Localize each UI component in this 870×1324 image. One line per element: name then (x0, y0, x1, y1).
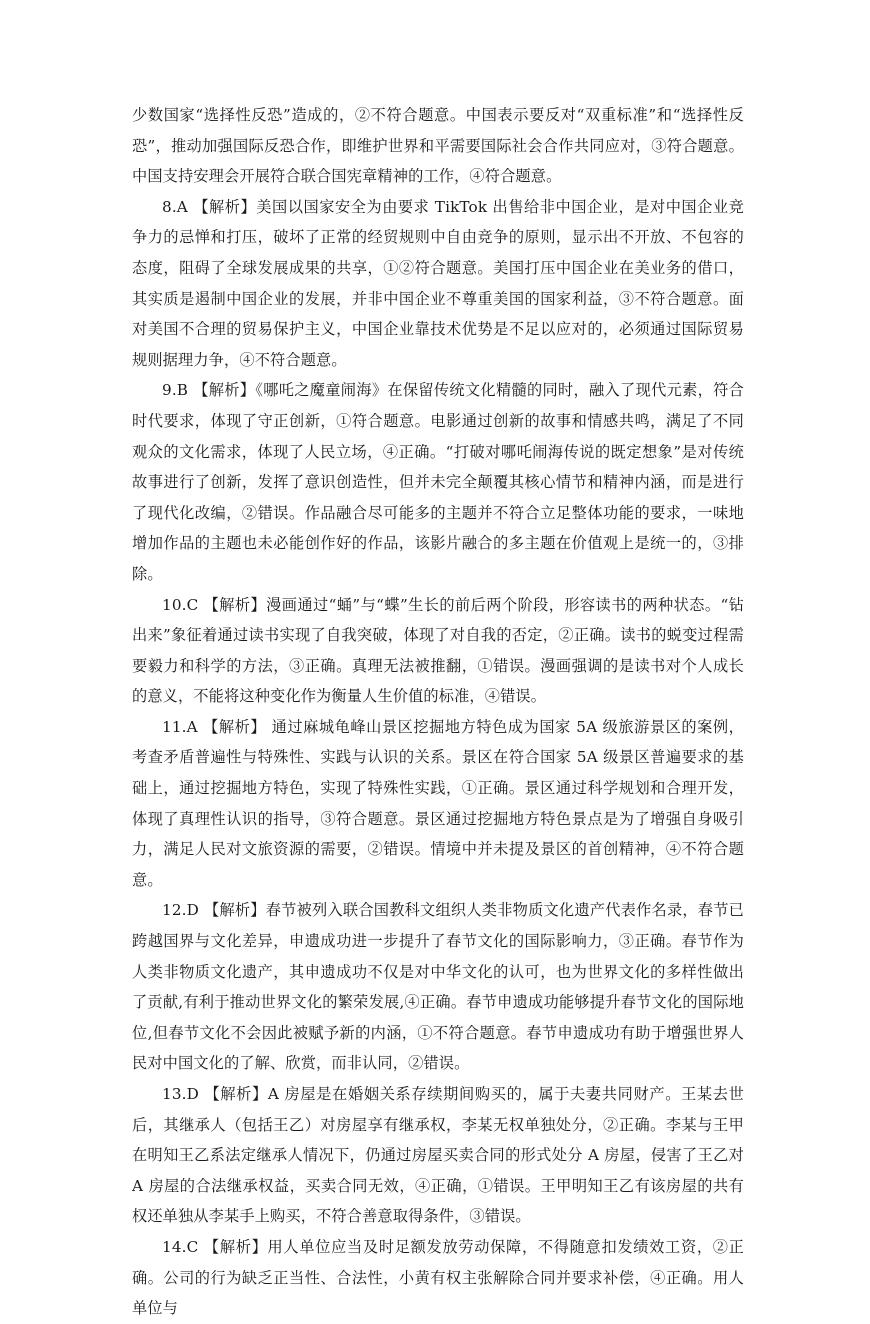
paragraph-text: 漫画通过“蛹”与“蝶”生长的前后两个阶段，形容读书的两种状态。“钻出来”象征着通过读书实现了自我突破，体现了对自我的否定，②正确。读书的蜕变过程需要毅力和科学的方法，③正确。真理无法被推翻，①错误。漫画强调的是读书对个人成长的意义，不能将这种变化作为衡量人生价值的标准，④错误。 (132, 595, 744, 706)
answer-item-11 (132, 712, 744, 896)
paragraph-text: 美国以国家安全为由要求 TikTok 出售给非中国企业，是对中国企业竞争力的忌惮和打压，破坏了正常的经贸规则中自由竞争的原则，显示出不开放、不包容的态度，阻碍了全球发展成果的共享，①②符合题意。美国打压中国企业在美业务的借口，其实质是遏制中国企业的发展，并非中国企业不尊重美国的国家利益，③不符合题意。面对美国不合理的贸易保护主义，中国企业靠技术优势是不足以应对的，必须通过国际贸易规则据理力争，④不符合题意。 (132, 197, 744, 369)
answer-number: 8.A (162, 197, 188, 216)
answer-item-8 (132, 192, 744, 376)
answer-item-12 (132, 895, 744, 1079)
analysis-tag: 【解析】 (203, 595, 267, 614)
analysis-tag: 【解析】 (204, 1085, 268, 1103)
answer-item-13 (132, 1079, 744, 1232)
paragraph-continuation (132, 100, 744, 192)
answer-number: 10.C (162, 595, 199, 614)
analysis-tag: 【解析】 (193, 381, 256, 400)
answer-number: 12.D (162, 901, 199, 920)
answer-item-10 (132, 590, 744, 712)
analysis-tag: 【解析】 (193, 197, 257, 216)
paragraph-text: 《哪吒之魔童闹海》在保留传统文化精髓的同时，融入了现代元素，符合时代要求，体现了守正创新，①符合题意。电影通过创新的故事和情感共鸣，满足了不同观众的文化需求，体现了人民立场，④正确。“打破对哪吒闹海传说的既定想象”是对传统故事进行了创新，发挥了意识创造性，但并未完全颠覆其核心情节和精神内涵，而是进行了现代化改编，②错误。作品融合尽可能多的主题并不符合立足整体功能的要求，一味地增加作品的主题也未必能创作好的作品，该影片融合的多主题在价值观上是统一的，③排除。 (132, 381, 744, 583)
paragraph-text: 通过麻城龟峰山景区挖掘地方特色成为国家 5A 级旅游景区的案例，考查矛盾普遍性与特殊性、实践与认识的关系。景区在符合国家 5A 级景区普遍要求的基础上，通过挖掘地方特色，实现了特殊性实践，①正确。景区通过科学规划和合理开发，体现了真理性认识的指导，③符合题意。景区通过挖掘地方特色景点是为了增强自身吸引力，满足人民对文旅资源的需要，②错误。情境中并未提及景区的首创精神，④不符合题意。 (132, 717, 744, 889)
answer-number: 11.A (162, 717, 198, 736)
answer-item-14 (132, 1232, 744, 1324)
analysis-tag: 【解析】 (203, 1237, 268, 1256)
answer-number: 14.C (162, 1237, 199, 1256)
paragraph-text: 用人单位应当及时足额发放劳动保障，不得随意扣发绩效工资，②正确。公司的行为缺乏正当性、合法性，小黄有权主张解除合同并要求补偿，④正确。用人单位与 (132, 1237, 744, 1318)
answer-number: 13.D (162, 1085, 199, 1103)
paragraph-text: 春节被列入联合国教科文组织人类非物质文化遗产代表作名录，春节已跨越国界与文化差异，申遗成功进一步提升了春节文化的国际影响力，③正确。春节作为人类非物质文化遗产，其申遗成功不仅是对中华文化的认可，也为世界文化的多样性做出了贡献,有利于推动世界文化的繁荣发展,④正确。春节申遗成功能够提升春节文化的国际地位,但春节文化不会因此被赋予新的内涵，①不符合题意。春节申遗成功有助于增强世界人民对中国文化的了解、欣赏，而非认同，②错误。 (132, 901, 744, 1073)
analysis-tag: 【解析】 (204, 901, 266, 920)
answer-item-9 (132, 375, 744, 589)
answer-number: 9.B (162, 381, 189, 400)
document-page (132, 100, 744, 1324)
paragraph-text: 少数国家“选择性反恐”造成的，②不符合题意。中国表示要反对“双重标准”和“选择性反恐”，推动加强国际反恐合作，即维护世界和平需要国际社会合作共同应对，③符合题意。中国支持安理会开展符合联合国宪章精神的工作，④符合题意。 (132, 106, 744, 186)
analysis-tag: 【解析】 (203, 717, 267, 736)
paragraph-text: A 房屋是在婚姻关系存续期间购买的，属于夫妻共同财产。王某去世后，其继承人（包括王乙）对房屋享有继承权，李某无权单独处分，②正确。李某与王甲在明知王乙系法定继承人情况下，仍通过房屋买卖合同的形式处分 A 房屋，侵害了王乙对 A 房屋的合法继承权益，买卖合同无效，④正确，①错误。王甲明知王乙有该房屋的共有权还单独从李某手上购买，不符合善意取得条件，③错误。 (132, 1085, 744, 1226)
